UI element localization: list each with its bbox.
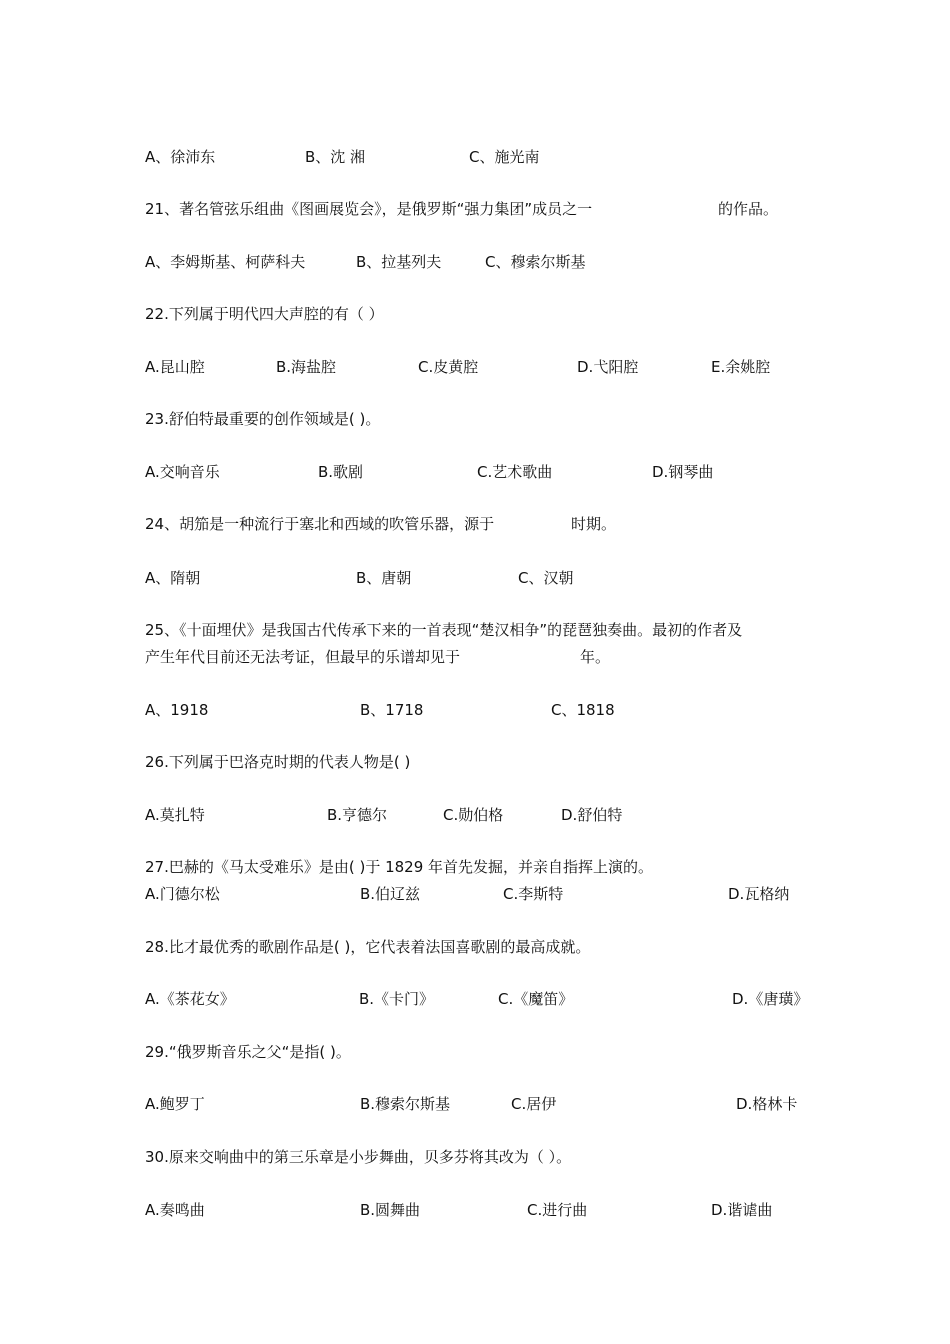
q28-question-text: 28.比才最优秀的歌剧作品是( )，它代表着法国喜歌剧的最高成就。 — [145, 938, 591, 956]
q30-option-a: A.奏鸣曲 — [145, 1201, 205, 1219]
q28-option-a: A.《茶花女》 — [145, 990, 235, 1008]
q26-option-d: D.舒伯特 — [561, 806, 623, 824]
q20-option-c: C、施光南 — [469, 148, 540, 166]
q24-option-b: B、唐朝 — [356, 569, 412, 587]
q22-option-a: A.昆山腔 — [145, 358, 205, 376]
q25-question-line1: 25、《十面埋伏》是我国古代传承下来的一首表现“楚汉相争”的琵琶独奏曲。最初的作者及 — [145, 621, 743, 639]
q30-option-c: C.进行曲 — [527, 1201, 588, 1219]
q26-option-b: B.亨德尔 — [327, 806, 388, 824]
q27-option-c: C.李斯特 — [503, 885, 564, 903]
q28-option-b: B.《卡门》 — [359, 990, 435, 1008]
q21-option-a: A、李姆斯基、柯萨科夫 — [145, 253, 306, 271]
q27-option-d: D.瓦格纳 — [728, 885, 790, 903]
q21-option-c: C、穆索尔斯基 — [485, 253, 586, 271]
q30-option-d: D.谐谑曲 — [711, 1201, 773, 1219]
q20-option-b: B、沈 湘 — [305, 148, 366, 166]
q29-option-b: B.穆索尔斯基 — [360, 1095, 451, 1113]
q24-question-text: 24、胡笳是一种流行于塞北和西域的吹管乐器，源于 — [145, 515, 495, 533]
q23-option-b: B.歌剧 — [318, 463, 364, 481]
q22-option-b: B.海盐腔 — [276, 358, 337, 376]
q20-option-a: A、徐沛东 — [145, 148, 216, 166]
q26-option-a: A.莫扎特 — [145, 806, 205, 824]
q27-option-a: A.门德尔松 — [145, 885, 220, 903]
q26-question-text: 26.下列属于巴洛克时期的代表人物是( ) — [145, 753, 411, 771]
q27-option-b: B.伯辽兹 — [360, 885, 421, 903]
q26-option-c: C.勋伯格 — [443, 806, 504, 824]
q22-option-c: C.皮黄腔 — [418, 358, 479, 376]
q22-option-e: E.余姚腔 — [711, 358, 771, 376]
q25-option-b: B、1718 — [360, 701, 424, 719]
q30-question-text: 30.原来交响曲中的第三乐章是小步舞曲，贝多芬将其改为（ ）。 — [145, 1148, 572, 1166]
q25-option-a: A、1918 — [145, 701, 209, 719]
q23-question-text: 23.舒伯特最重要的创作领域是( )。 — [145, 410, 381, 428]
q28-option-c: C.《魔笛》 — [498, 990, 574, 1008]
q21-question-text: 21、著名管弦乐组曲《图画展览会》，是俄罗斯“强力集团”成员之一 — [145, 200, 593, 218]
q23-option-a: A.交响音乐 — [145, 463, 220, 481]
q22-option-d: D.弋阳腔 — [577, 358, 639, 376]
q21-option-b: B、拉基列夫 — [356, 253, 442, 271]
q29-option-a: A.鲍罗丁 — [145, 1095, 205, 1113]
q23-option-d: D.钢琴曲 — [652, 463, 714, 481]
q24-option-a: A、隋朝 — [145, 569, 201, 587]
q25-option-c: C、1818 — [551, 701, 615, 719]
q24-option-c: C、汉朝 — [518, 569, 574, 587]
q24-question-tail: 时期。 — [571, 515, 617, 533]
q30-option-b: B.圆舞曲 — [360, 1201, 421, 1219]
q25-question-line2: 产生年代目前还无法考证，但最早的乐谱却见于 — [145, 648, 461, 666]
q29-option-c: C.居伊 — [511, 1095, 557, 1113]
q23-option-c: C.艺术歌曲 — [477, 463, 553, 481]
q25-question-tail: 年。 — [580, 648, 611, 666]
q28-option-d: D.《唐璜》 — [732, 990, 809, 1008]
q29-question-text: 29.“俄罗斯音乐之父“是指( )。 — [145, 1043, 351, 1061]
q27-question-text: 27.巴赫的《马太受难乐》是由( )于 1829 年首先发掘，并亲自指挥上演的。 — [145, 858, 654, 876]
q21-question-tail: 的作品。 — [718, 200, 779, 218]
q29-option-d: D.格林卡 — [736, 1095, 798, 1113]
q22-question-text: 22.下列属于明代四大声腔的有（ ） — [145, 305, 384, 323]
